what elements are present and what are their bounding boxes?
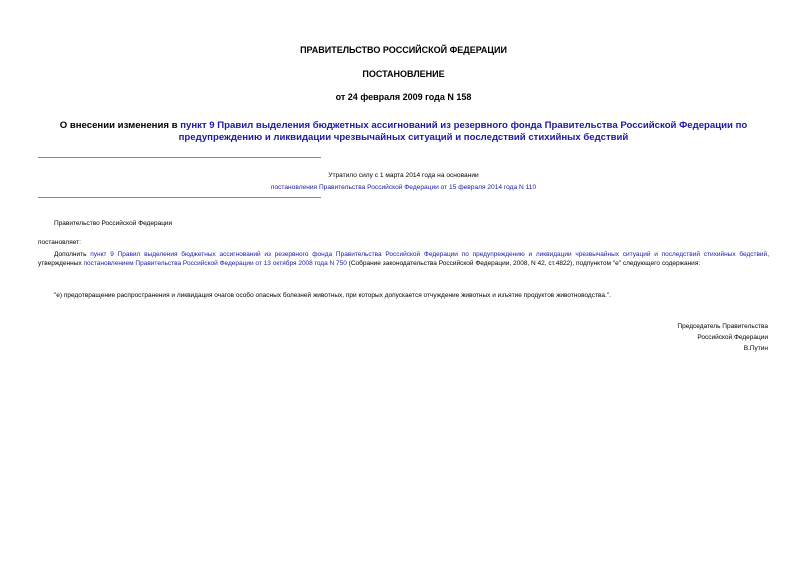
status-note-text: Утратило силу с 1 марта 2014 года на основании (328, 172, 479, 179)
para-end-text: (Собрание законодательства Российской Федерации, 2008, N 42, ст.4822), подпунктом "е" следующего содержания: (346, 260, 701, 268)
para-link-resolution[interactable]: постановлением Правительства Российской Федерации от 13 октября 2008 года N 750 (83, 260, 347, 268)
signature-title-2: Российской Федерации (697, 334, 768, 341)
signature-title-1: Председатель Правительства (677, 323, 768, 330)
status-note (200, 170, 607, 194)
para-link-rules[interactable]: пункт 9 Правил выделения бюджетных ассигнований из резервного фонда Правительства Российской Федерации по предупреждению и ликвидации чрезвычайных ситуаций и последствий стихийных бедствий (90, 251, 768, 258)
document-date-number: от 24 февраля 2009 года N 158 (335, 92, 472, 102)
issuer-text: Правительство Российской Федерации (54, 220, 173, 227)
para-start-text: Дополнить (54, 251, 91, 258)
bottom-divider (38, 197, 321, 198)
decrees-text: постановляет: (38, 239, 81, 246)
top-divider (38, 157, 321, 158)
status-note-link[interactable]: постановления Правительства Российской Федерации от 15 февраля 2014 года N 110 (270, 184, 537, 191)
quoted-subparagraph: "е) предотвращение распространения и ликвидация очагов особо опасных болезней животных, при которых допускается отчуждение животных и изъятие продуктов животноводства.". (54, 292, 611, 299)
document-type-heading: ПОСТАНОВЛЕНИЕ (362, 69, 445, 79)
title-link[interactable]: пункт 9 Правил выделения бюджетных ассигнований из резервного фонда Правительства Российской Федерации по предупреждению и ликвидации чрезвычайных ситуаций и последствий стихийных бедствий (178, 120, 748, 143)
document-title (40, 120, 767, 144)
amendment-paragraph (38, 250, 769, 269)
signature-block (677, 321, 768, 354)
title-prefix: О внесении изменения в (59, 120, 181, 131)
para-mid-text: , утвержденных (38, 251, 770, 268)
government-heading: ПРАВИТЕЛЬСТВО РОССИЙСКОЙ ФЕДЕРАЦИИ (300, 45, 507, 55)
signature-name: В.Путин (743, 345, 768, 352)
